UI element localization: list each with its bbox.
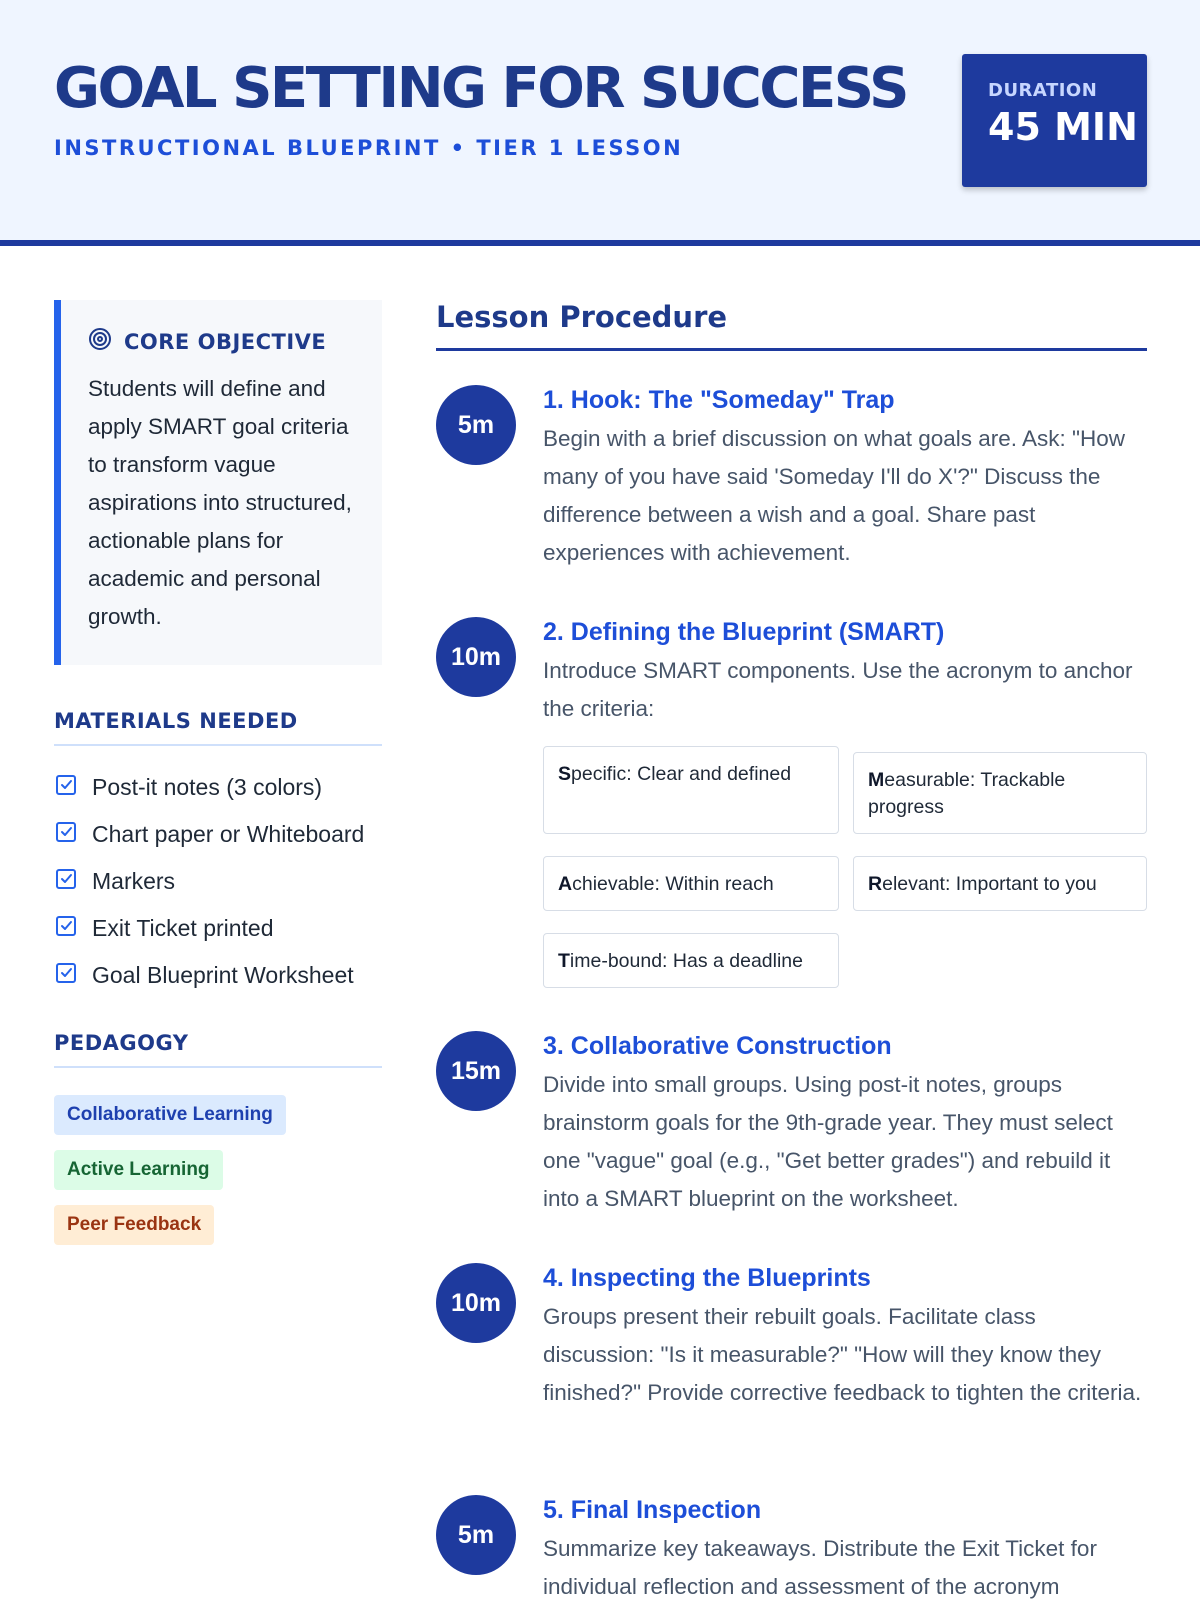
smart-letter: M	[868, 769, 885, 791]
material-item	[54, 764, 382, 811]
procedure-title: Lesson Procedure	[436, 300, 1147, 351]
checkbox-icon	[54, 914, 78, 944]
material-item	[54, 905, 382, 952]
smart-criterion-card	[853, 752, 1147, 834]
material-label: Exit Ticket printed	[92, 915, 274, 941]
material-label: Goal Blueprint Worksheet	[92, 962, 354, 988]
step-duration-badge: 10m	[436, 617, 516, 697]
duration-value: 45 MIN	[988, 105, 1138, 149]
step-description: Begin with a brief discussion on what goals are. Ask: "How many of you have said 'Someday I'll do X'?" Discuss the difference between a wish and a goal. Share past experiences with achievement.	[543, 426, 1126, 565]
smart-letter: R	[868, 873, 883, 895]
smart-letter: S	[558, 763, 572, 785]
step-description: Groups present their rebuilt goals. Facilitate class discussion: "Is it measurable?" "How will they know they finished?" Provide corrective feedback to tighten the criteria.	[543, 1304, 1142, 1405]
material-item	[54, 952, 382, 999]
step-title: 4. Inspecting the Blueprints	[543, 1264, 871, 1292]
pedagogy-tag: Collaborative Learning	[54, 1095, 286, 1135]
material-item	[54, 858, 382, 905]
step-title: 5. Final Inspection	[543, 1496, 762, 1524]
smart-letter: A	[558, 873, 573, 895]
page-subtitle: INSTRUCTIONAL BLUEPRINT • TIER 1 LESSON	[54, 136, 684, 160]
step-title: 2. Defining the Blueprint (SMART)	[543, 618, 945, 646]
checkbox-icon	[54, 773, 78, 803]
step-description: Introduce SMART components. Use the acronym to anchor the criteria:	[543, 658, 1133, 721]
checkbox-icon	[54, 820, 78, 850]
material-label: Post-it notes (3 colors)	[92, 774, 323, 800]
material-label: Chart paper or Whiteboard	[92, 821, 365, 847]
smart-description: easurable: Trackable progress	[868, 769, 1066, 818]
material-item	[54, 811, 382, 858]
smart-criterion-card	[543, 746, 839, 834]
smart-letter: T	[558, 950, 570, 972]
pedagogy-tag: Peer Feedback	[54, 1205, 214, 1245]
target-icon	[88, 327, 112, 356]
step-duration-badge: 15m	[436, 1031, 516, 1111]
smart-criterion-card	[543, 933, 839, 988]
sidebar	[54, 300, 382, 1260]
smart-criterion-card	[543, 856, 839, 911]
materials-list	[54, 764, 382, 999]
material-label: Markers	[92, 868, 176, 894]
step-title: 3. Collaborative Construction	[543, 1032, 892, 1060]
smart-description: ime-bound: Has a deadline	[569, 950, 803, 972]
materials-title: MATERIALS NEEDED	[54, 709, 382, 746]
core-objective-card	[54, 300, 382, 665]
smart-description: pecific: Clear and defined	[571, 763, 792, 785]
step-description: Divide into small groups. Using post-it notes, groups brainstorm goals for the 9th-grade year. They must select one "vague" goal (e.g., "Get better grades") and rebuild it into a SMART blueprint on the worksheet.	[543, 1072, 1113, 1211]
lesson-header	[0, 0, 1200, 246]
checkbox-icon	[54, 961, 78, 991]
materials-section	[54, 709, 382, 999]
smart-criterion-card	[853, 856, 1147, 911]
smart-description: elevant: Important to you	[882, 873, 1097, 895]
lesson-procedure	[436, 300, 1147, 1599]
core-objective-label: CORE OBJECTIVE	[124, 329, 327, 354]
step-description: Summarize key takeaways. Distribute the Exit Ticket for individual reflection and assessment of the acronym	[543, 1536, 1097, 1599]
core-objective-text: Students will define and apply SMART goal criteria to transform vague aspirations into structured, actionable plans for academic and personal growth.	[88, 376, 352, 629]
checkbox-icon	[54, 867, 78, 897]
smart-criteria-grid	[543, 746, 1147, 991]
step-duration-badge: 5m	[436, 1495, 516, 1575]
pedagogy-tags	[54, 1095, 382, 1245]
pedagogy-section	[54, 1031, 382, 1245]
page-title: GOAL SETTING FOR SUCCESS	[54, 56, 907, 121]
pedagogy-tag: Active Learning	[54, 1150, 223, 1190]
smart-description: chievable: Within reach	[572, 873, 774, 895]
duration-label: DURATION	[988, 80, 1098, 101]
step-title: 1. Hook: The "Someday" Trap	[543, 386, 895, 414]
pedagogy-title: PEDAGOGY	[54, 1031, 382, 1068]
duration-box	[962, 54, 1147, 187]
step-duration-badge: 5m	[436, 385, 516, 465]
step-duration-badge: 10m	[436, 1263, 516, 1343]
